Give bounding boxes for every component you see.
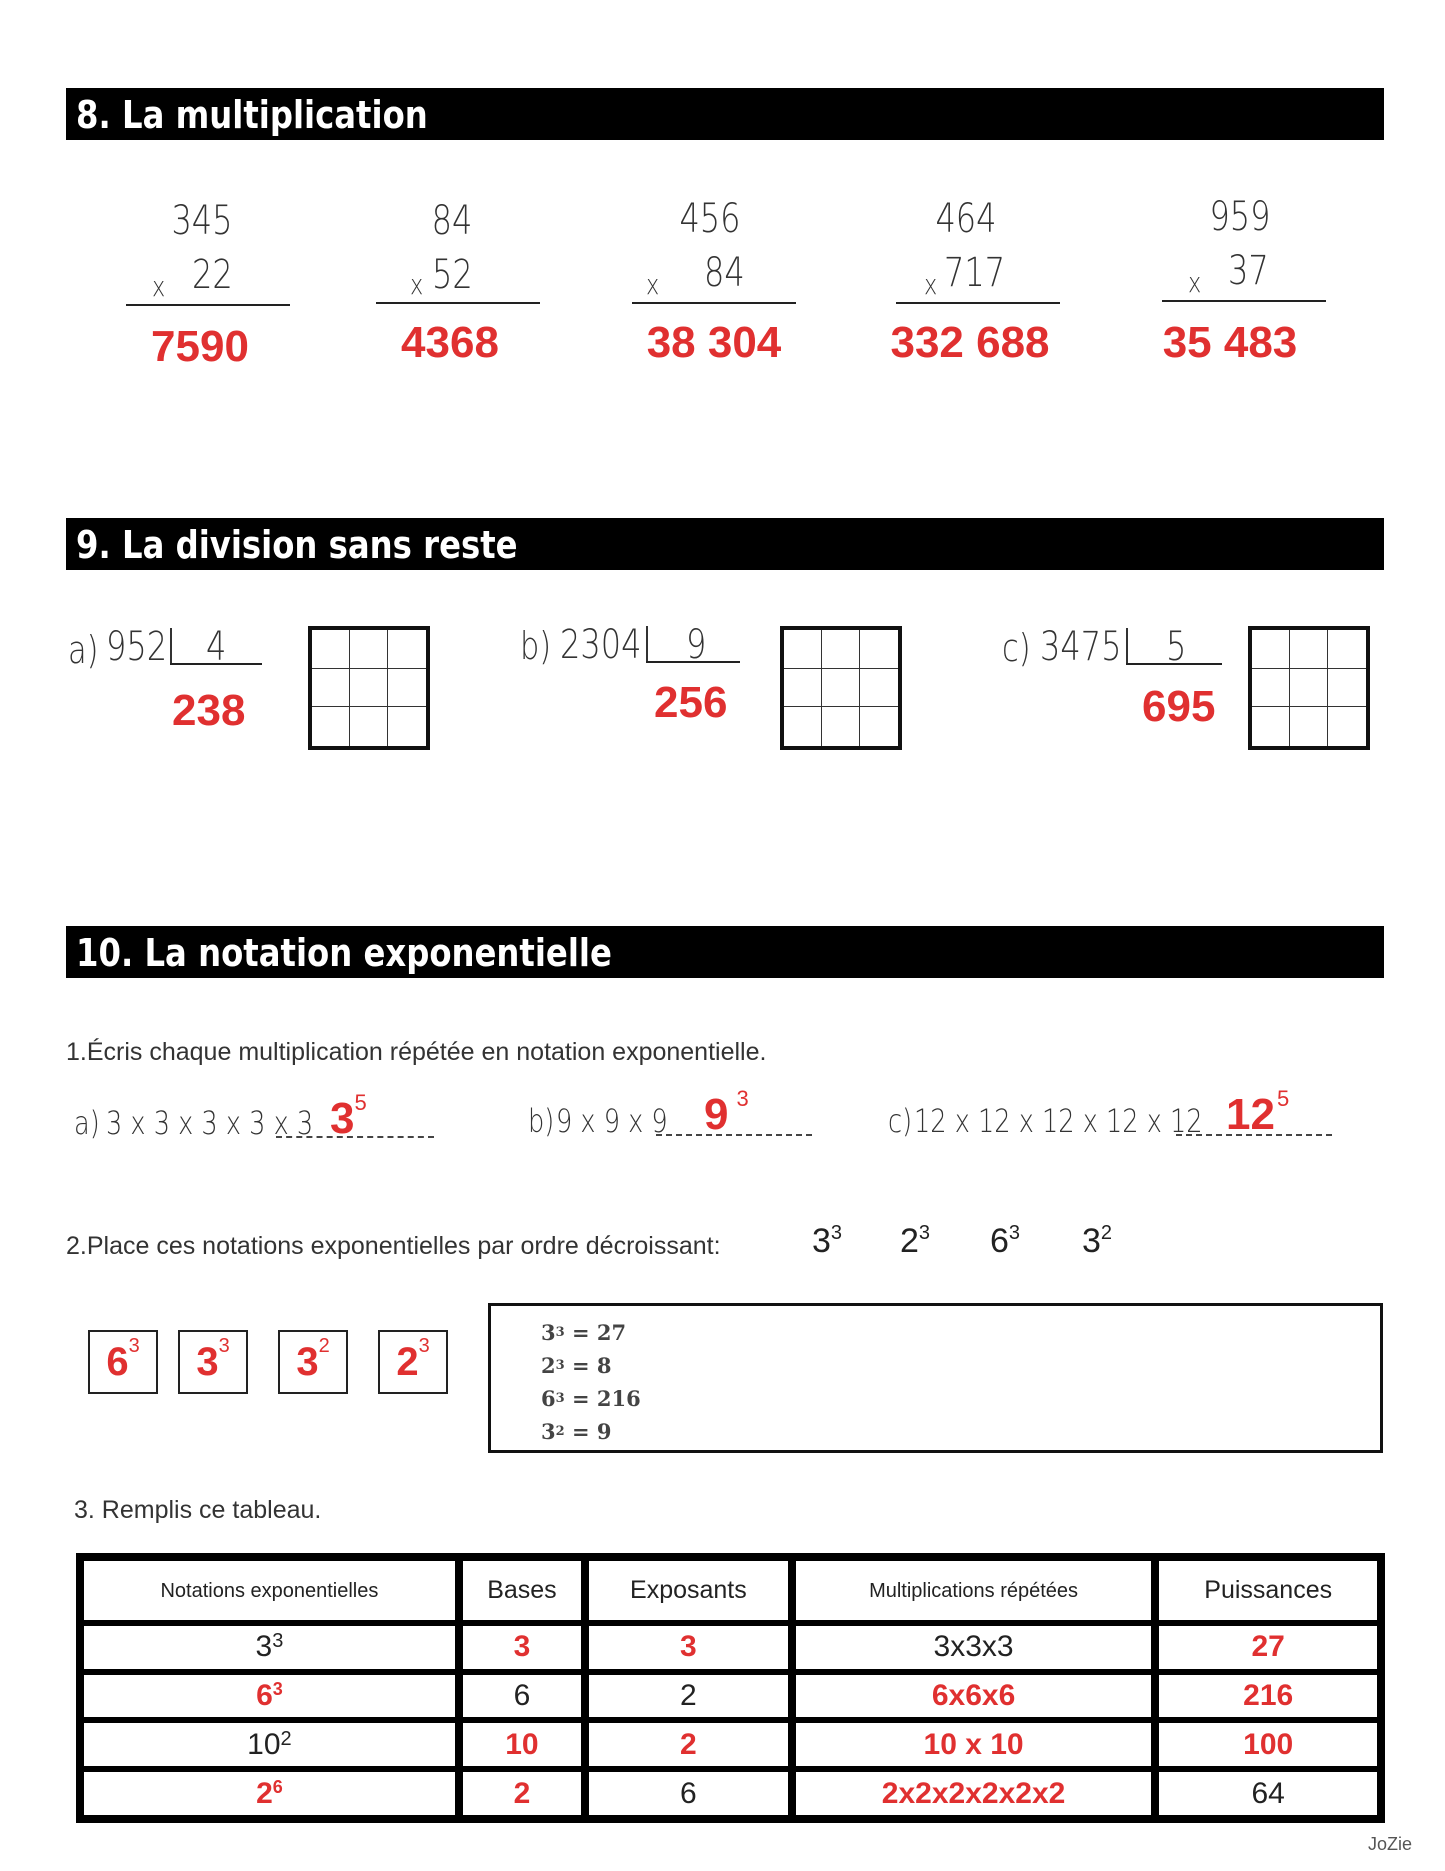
- section-8-title: 8. La multiplication: [76, 93, 428, 137]
- table-cell: $10^2$: [84, 1723, 455, 1766]
- table-cell[interactable]: 2x2x2x2x2x2: [796, 1772, 1152, 1815]
- footer-credit: JoZie: [1367, 1834, 1412, 1854]
- table-cell[interactable]: 216: [1159, 1675, 1377, 1718]
- mult-answer: 7590: [151, 322, 249, 371]
- mult-bottom: 84: [704, 250, 745, 296]
- question-1-instruction: 1.Écris chaque multiplication répétée en notation exponentielle.: [66, 1038, 767, 1066]
- mult-bottom: 37: [1228, 248, 1269, 294]
- table-cell[interactable]: 3: [589, 1626, 788, 1669]
- table-cell: 3x3x3: [796, 1626, 1152, 1669]
- expo-label: b): [528, 1102, 555, 1140]
- ordered-box-4[interactable]: $2^3$: [378, 1330, 448, 1394]
- mult-answer: 38 304: [646, 318, 782, 367]
- mult-operator: x: [646, 268, 660, 301]
- section-9-banner: [66, 518, 1384, 570]
- table-cell[interactable]: 2: [463, 1772, 581, 1815]
- expo-label: a): [74, 1104, 100, 1142]
- expo-expression: 3 x 3 x 3 x 3 x 3: [106, 1104, 314, 1142]
- answer-grid: [780, 626, 902, 750]
- table-cell[interactable]: 100: [1159, 1723, 1377, 1766]
- table-header: Notations exponentielles: [84, 1561, 455, 1620]
- division-divisor: 5: [1166, 624, 1187, 670]
- table-row: [84, 1675, 1377, 1718]
- table-row: [84, 1723, 1377, 1766]
- mult-top: 84: [431, 198, 473, 244]
- division-divisor: 4: [206, 624, 227, 670]
- work-line: $2^3 = 8$: [541, 1353, 612, 1378]
- mult-line: [126, 304, 290, 306]
- table-cell: 6: [463, 1675, 581, 1718]
- division-bracket-vertical: [170, 628, 172, 664]
- ordered-box-3[interactable]: $3^2$: [278, 1330, 348, 1394]
- table-header: Puissances: [1159, 1561, 1377, 1620]
- mult-operator: x: [152, 270, 166, 303]
- work-box: [488, 1303, 1383, 1453]
- table-cell: $3^3$: [84, 1626, 455, 1669]
- mult-line: [1162, 300, 1326, 302]
- answer-grid: [308, 626, 430, 750]
- mult-operator: x: [1188, 266, 1202, 299]
- table-cell[interactable]: $6^3$: [84, 1675, 455, 1718]
- work-line: $3^2 = 9$: [541, 1419, 612, 1444]
- expo-answer: $3^5$: [330, 1090, 367, 1143]
- table-cell[interactable]: 10: [463, 1723, 581, 1766]
- table-cell[interactable]: 6x6x6: [796, 1675, 1152, 1718]
- division-bracket-vertical: [646, 626, 648, 662]
- answer-grid: [1248, 626, 1370, 750]
- table-header: Exposants: [589, 1561, 788, 1620]
- question-2-instruction: 2.Place ces notations exponentielles par ordre décroissant:: [66, 1232, 721, 1260]
- ordered-box-1[interactable]: $6^3$: [88, 1330, 158, 1394]
- mult-line: [896, 302, 1060, 304]
- mult-answer: 4368: [401, 318, 499, 367]
- mult-answer: 35 483: [1162, 318, 1298, 367]
- mult-bottom: 22: [192, 252, 233, 298]
- expo-answer: 9 $^3$: [704, 1086, 749, 1139]
- mult-top: 345: [171, 198, 233, 244]
- given-notation: $2^3$: [900, 1222, 931, 1260]
- division-answer: 256: [654, 678, 728, 727]
- expo-expression: 9 x 9 x 9: [556, 1102, 668, 1140]
- work-line: $3^3 = 27$: [541, 1320, 627, 1345]
- mult-operator: x: [410, 268, 424, 301]
- table-cell[interactable]: $2^6$: [84, 1772, 455, 1815]
- mult-bottom: 52: [432, 252, 473, 298]
- table-header: Bases: [463, 1561, 581, 1620]
- work-line: $6^3 = 216$: [541, 1386, 641, 1411]
- mult-top: 959: [1209, 194, 1271, 240]
- table-cell: 2: [589, 1675, 788, 1718]
- division-dividend: 952: [106, 624, 168, 670]
- section-8-banner: [66, 88, 1384, 140]
- table-header-row: [84, 1561, 1377, 1620]
- expo-label: c): [888, 1102, 913, 1140]
- mult-top: 464: [935, 196, 997, 242]
- table-cell[interactable]: 10 x 10: [796, 1723, 1152, 1766]
- mult-line: [632, 302, 796, 304]
- mult-line: [376, 302, 540, 304]
- table-header: Multiplications répétées: [796, 1561, 1152, 1620]
- ordered-box-2[interactable]: $3^3$: [178, 1330, 248, 1394]
- table-row: [84, 1626, 1377, 1669]
- expo-expression: 12 x 12 x 12 x 12 x 12: [914, 1102, 1203, 1140]
- given-notation: $6^3$: [990, 1222, 1021, 1260]
- table-row: [84, 1772, 1377, 1815]
- section-10-title: 10. La notation exponentielle: [76, 931, 612, 975]
- mult-operator: x: [924, 268, 938, 301]
- division-answer: 695: [1142, 682, 1216, 731]
- expo-answer: $12^5$: [1226, 1086, 1290, 1139]
- mult-top: 456: [679, 196, 741, 242]
- section-9-title: 9. La division sans reste: [76, 523, 518, 567]
- table-cell: 6: [589, 1772, 788, 1815]
- division-label: a): [68, 628, 99, 672]
- table-cell[interactable]: 2: [589, 1723, 788, 1766]
- division-label: c): [1002, 626, 1031, 670]
- division-bracket-vertical: [1126, 628, 1128, 664]
- division-answer: 238: [172, 686, 246, 735]
- mult-bottom: 717: [944, 250, 1006, 296]
- given-notation: $3^3$: [812, 1222, 843, 1260]
- division-dividend: 2304: [560, 622, 642, 668]
- division-dividend: 3475: [1040, 624, 1122, 670]
- question-3-instruction: 3. Remplis ce tableau.: [74, 1496, 322, 1524]
- division-label: b): [520, 624, 552, 668]
- mult-answer: 332 688: [890, 318, 1050, 367]
- table-cell[interactable]: 27: [1159, 1626, 1377, 1669]
- table-cell: 64: [1159, 1772, 1377, 1815]
- table-cell[interactable]: 3: [463, 1626, 581, 1669]
- division-divisor: 9: [686, 622, 707, 668]
- section-10-banner: [66, 926, 1384, 978]
- exponent-table: [76, 1553, 1385, 1823]
- given-notation: $3^2$: [1082, 1222, 1113, 1260]
